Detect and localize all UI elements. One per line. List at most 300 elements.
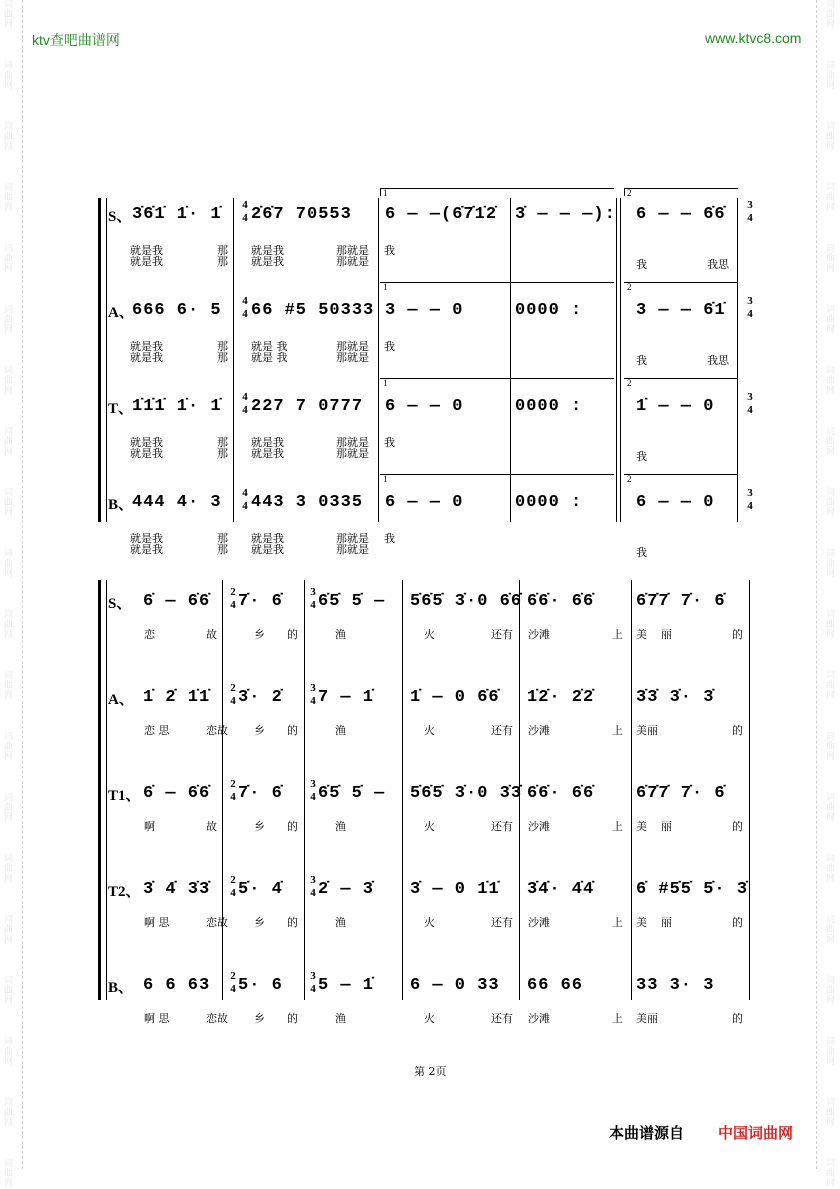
measure-notes: 2̇6̇7 70553: [251, 205, 352, 224]
lyric: 美: [636, 628, 647, 641]
watermark-char: 网: [826, 1179, 836, 1189]
lyric: 沙滩: [528, 820, 550, 833]
watermark-char: 词: [4, 122, 14, 132]
stave-label: T、: [108, 401, 134, 417]
watermark-char: 曲: [4, 986, 14, 996]
time-sig-bottom: 4: [747, 404, 753, 416]
watermark-char: 网: [4, 813, 14, 823]
time-sig-top: 2: [230, 586, 236, 598]
time-sig-bottom: 4: [230, 695, 236, 707]
lyric: 渔: [335, 916, 346, 929]
lyric: 的: [287, 916, 298, 929]
watermark-char: 网: [4, 874, 14, 884]
time-sig-top: 3: [310, 682, 316, 694]
watermark-char: 词: [4, 488, 14, 498]
time-sig-top: 2: [230, 778, 236, 790]
measure-notes: 6̇5̇ 5̇ —: [318, 592, 386, 611]
lyric-line1: 那就是: [336, 244, 369, 257]
watermark-char: 词: [4, 610, 14, 620]
watermark-char: 曲: [826, 742, 836, 752]
right-watermark: [826, 0, 840, 1189]
measure-notes: 2̇ — 3̇: [318, 880, 375, 899]
watermark-char: 词: [826, 854, 836, 864]
measure-notes: 6 — — 0: [636, 493, 715, 512]
measure-notes: 3 — — 0: [385, 301, 464, 320]
measure-notes: 1̇1̇1̇ 1̇· 1̇: [132, 397, 222, 416]
lyric-line1: 就是我: [130, 532, 163, 545]
lyric-volta2: 我: [636, 258, 647, 271]
watermark-char: 词: [826, 915, 836, 925]
watermark-char: 曲: [4, 437, 14, 447]
watermark-char: 词: [4, 1037, 14, 1047]
lyric: 上: [612, 724, 623, 737]
watermark-char: 词: [4, 671, 14, 681]
lyric: 丽: [661, 820, 672, 833]
watermark-char: 曲: [826, 437, 836, 447]
s1-volta-1-label: 1: [383, 188, 388, 198]
lyric: 啊 思: [144, 916, 170, 929]
watermark-char: 曲: [4, 803, 14, 813]
lyric: 渔: [335, 820, 346, 833]
header-right-site[interactable]: www.ktvc8.com: [705, 30, 802, 46]
watermark-char: 网: [826, 569, 836, 579]
lyric: 火: [424, 916, 435, 929]
measure-notes: 6̇ #5̇5̇ 5̇· 3̇: [636, 880, 749, 899]
lyric-line2: 那: [217, 447, 228, 460]
measure-notes: 3 — — 6̇1̇: [636, 301, 726, 320]
measure-notes: 1̇ 2̇ 1̇1̇: [143, 688, 211, 707]
lyric-volta2: 我: [636, 546, 647, 559]
measure-notes: 0000 :: [515, 301, 583, 320]
watermark-char: 词: [826, 1159, 836, 1169]
watermark-char: 词: [4, 1098, 14, 1108]
time-sig-top: 3: [310, 586, 316, 598]
measure-notes: 6̇6̇· 6̇6̇: [527, 784, 595, 803]
time-sig-bottom: 4: [242, 500, 248, 512]
time-sig-bottom: 4: [747, 500, 753, 512]
watermark-char: 网: [826, 691, 836, 701]
watermark-char: 词: [4, 793, 14, 803]
watermark-char: 词: [826, 61, 836, 71]
measure-notes: 5̇6̇5̇ 3̇·0 6̇6̇: [410, 592, 523, 611]
measure-notes: 6̇6̇· 6̇6̇: [527, 592, 595, 611]
watermark-char: 网: [4, 447, 14, 457]
time-sig-top: 4: [242, 487, 248, 499]
watermark-char: 曲: [826, 1047, 836, 1057]
measure-notes: 1̇ — — 0: [636, 397, 715, 416]
time-sig-bottom: 4: [310, 791, 316, 803]
lyric-line1: 我: [384, 340, 395, 353]
watermark-char: 网: [826, 325, 836, 335]
time-sig-top: 3: [310, 970, 316, 982]
lyric: 美: [636, 820, 647, 833]
watermark-char: 词: [4, 61, 14, 71]
s2-barline-3: [402, 580, 403, 1000]
measure-notes: 5 — 1̇: [318, 976, 375, 995]
time-sig-bottom: 4: [230, 791, 236, 803]
watermark-char: 曲: [826, 620, 836, 630]
lyric-line1: 那就是: [336, 436, 369, 449]
s1-volta-2-tick: [624, 188, 625, 196]
lyric: 的: [287, 820, 298, 833]
stave-label: A、: [108, 305, 134, 321]
stave-label: B、: [108, 497, 134, 513]
measure-notes: 7̇· 6̇: [238, 784, 283, 803]
time-sig-top: 2: [230, 970, 236, 982]
left-dashed-border: [22, 0, 23, 1169]
lyric: 上: [612, 916, 623, 929]
watermark-char: 网: [4, 1057, 14, 1067]
measure-notes: 7 — 1̇: [318, 688, 375, 707]
lyric-line2: 那: [217, 351, 228, 364]
watermark-char: 词: [4, 549, 14, 559]
s1-volta-2-label: 2: [627, 188, 632, 198]
watermark-char: 词: [4, 183, 14, 193]
time-sig-bottom: 4: [242, 404, 248, 416]
watermark-char: 词: [4, 732, 14, 742]
s1-volta-1-tick: [380, 188, 381, 196]
s1-volta-a-2: 2: [627, 282, 632, 292]
measure-notes: 5̇· 4̇: [238, 880, 283, 899]
lyric: 上: [612, 820, 623, 833]
watermark-char: 网: [4, 630, 14, 640]
lyric-line2: 就是我: [251, 255, 284, 268]
watermark-char: 曲: [4, 71, 14, 81]
watermark-char: 曲: [4, 925, 14, 935]
time-sig-bottom: 4: [310, 887, 316, 899]
watermark-char: 曲: [4, 193, 14, 203]
watermark-char: 曲: [4, 376, 14, 386]
lyric: 恋故: [206, 1012, 228, 1025]
watermark-char: 网: [826, 20, 836, 30]
measure-notes: 6 — — 0: [385, 397, 464, 416]
s1-volta-b-line-2: [624, 474, 738, 475]
watermark-char: 网: [826, 386, 836, 396]
watermark-char: 网: [4, 203, 14, 213]
lyric: 美: [636, 916, 647, 929]
lyric-line1: 那: [217, 436, 228, 449]
s1-barline-1: [233, 198, 234, 522]
s1-volta-t-line: [380, 378, 614, 379]
watermark-char: 网: [826, 264, 836, 274]
watermark-char: 词: [826, 122, 836, 132]
header-left-site[interactable]: ktv查吧曲谱网: [32, 32, 120, 48]
stave-label: S、: [108, 596, 132, 612]
watermark-char: 网: [826, 142, 836, 152]
lyric-line1: 我: [384, 436, 395, 449]
lyric-line1: 就是我: [251, 244, 284, 257]
watermark-char: 曲: [4, 132, 14, 142]
s2-barline-2: [304, 580, 305, 1000]
lyric-line1: 就是我: [251, 532, 284, 545]
lyric: 恋故: [206, 724, 228, 737]
watermark-char: 曲: [826, 559, 836, 569]
lyric: 的: [287, 724, 298, 737]
lyric: 的: [732, 628, 743, 641]
lyric: 上: [612, 1012, 623, 1025]
watermark-char: 网: [826, 203, 836, 213]
watermark-char: 网: [4, 325, 14, 335]
measure-notes: 6 — 0 33: [410, 976, 500, 995]
s1-barline-4b: [620, 198, 621, 522]
time-sig-bottom: 4: [230, 983, 236, 995]
lyric: 美丽: [636, 1012, 658, 1025]
measure-notes: 3̇ 4̇ 3̇3̇: [143, 880, 211, 899]
s1-volta-b-2: 2: [627, 474, 632, 484]
watermark-char: 网: [826, 81, 836, 91]
watermark-char: 曲: [4, 498, 14, 508]
lyric: 乡: [254, 628, 265, 641]
lyric: 火: [424, 820, 435, 833]
lyric: 还有: [491, 1012, 513, 1025]
time-sig-bottom: 4: [310, 695, 316, 707]
measure-notes: 0000 :: [515, 493, 583, 512]
measure-notes: 6̇ — 6̇6̇: [143, 784, 211, 803]
s1-volta-b-line: [380, 474, 614, 475]
time-sig-top: 2: [230, 682, 236, 694]
measure-notes: 6̇ — 6̇6̇: [143, 592, 211, 611]
lyric: 还有: [491, 724, 513, 737]
time-sig-bottom: 4: [230, 887, 236, 899]
measure-notes: 3̇ — 0 1̇1̇: [410, 880, 500, 899]
watermark-char: 曲: [826, 71, 836, 81]
right-dashed-border: [816, 0, 817, 1169]
lyric: 故: [206, 628, 217, 641]
watermark-char: 词: [826, 366, 836, 376]
watermark-char: 网: [4, 386, 14, 396]
watermark-char: 网: [826, 630, 836, 640]
watermark-char: 词: [826, 488, 836, 498]
watermark-char: 词: [826, 244, 836, 254]
measure-notes: 227 7 0777: [251, 397, 364, 416]
stave-label: A、: [108, 692, 134, 708]
page-number: 第 2页: [414, 1065, 447, 1078]
lyric-line2: 就是我: [251, 543, 284, 556]
measure-notes: 444 4· 3: [132, 493, 222, 512]
lyric-line2: 那就是: [336, 447, 369, 460]
watermark-char: 网: [4, 691, 14, 701]
system2-brace-line: [106, 580, 107, 1000]
watermark-char: 曲: [4, 254, 14, 264]
footer-site-link[interactable]: 中国词曲网: [718, 1124, 794, 1142]
lyric-line1: 我: [384, 532, 395, 545]
time-sig-top: 3: [747, 487, 753, 499]
watermark-char: 曲: [4, 1108, 14, 1118]
measure-notes: 6̇7̇7̇ 7̇· 6̇: [636, 592, 726, 611]
lyric: 乡: [254, 1012, 265, 1025]
time-sig-bottom: 4: [310, 599, 316, 611]
lyric: 的: [732, 724, 743, 737]
lyric-line2: 就是我: [130, 447, 163, 460]
time-sig-bottom: 4: [310, 983, 316, 995]
watermark-char: 曲: [826, 925, 836, 935]
watermark-char: 网: [4, 996, 14, 1006]
lyric: 乡: [254, 724, 265, 737]
lyric: 恋 思: [144, 724, 170, 737]
lyric-line1: 那: [217, 340, 228, 353]
watermark-char: 词: [4, 366, 14, 376]
lyric-volta2: 我: [636, 450, 647, 463]
watermark-char: 曲: [4, 315, 14, 325]
time-sig-bottom: 4: [242, 212, 248, 224]
s1-volta-t-2: 2: [627, 378, 632, 388]
watermark-char: 网: [4, 569, 14, 579]
s2-barline-6: [749, 580, 750, 1000]
lyric: 火: [424, 628, 435, 641]
watermark-char: 网: [4, 508, 14, 518]
watermark-char: 网: [826, 874, 836, 884]
watermark-char: 网: [4, 1118, 14, 1128]
watermark-char: 网: [826, 813, 836, 823]
lyric-line1: 就是我: [251, 436, 284, 449]
measure-notes: 6 — —(6̇7̇1̇2̇: [385, 205, 498, 224]
watermark-char: 词: [826, 976, 836, 986]
lyric-line2: 就是我: [130, 543, 163, 556]
watermark-char: 曲: [4, 620, 14, 630]
lyric: 上: [612, 628, 623, 641]
stave-label: S、: [108, 209, 132, 225]
watermark-char: 词: [826, 793, 836, 803]
s1-volta-a-line-2: [624, 282, 738, 283]
s1-barline-2: [378, 198, 379, 522]
lyric: 啊: [144, 820, 155, 833]
watermark-char: 曲: [4, 864, 14, 874]
time-sig-top: 4: [242, 199, 248, 211]
watermark-char: 曲: [826, 193, 836, 203]
time-sig-bottom: 4: [242, 308, 248, 320]
system1-brace-line: [106, 198, 107, 522]
measure-notes: 666 6· 5: [132, 301, 222, 320]
watermark-char: 词: [4, 305, 14, 315]
time-sig-bottom: 4: [747, 212, 753, 224]
watermark-char: 曲: [826, 498, 836, 508]
lyric: 火: [424, 1012, 435, 1025]
watermark-char: 网: [826, 508, 836, 518]
watermark-char: 曲: [826, 864, 836, 874]
measure-notes: 3̇6̇1̇ 1̇· 1̇: [132, 205, 222, 224]
watermark-char: 曲: [826, 803, 836, 813]
stave-label: B、: [108, 980, 134, 996]
lyric: 渔: [335, 628, 346, 641]
s2-barline-1: [222, 580, 223, 1000]
watermark-char: 曲: [826, 132, 836, 142]
system2-bracket: [98, 580, 101, 1000]
measure-notes: 0000 :: [515, 397, 583, 416]
watermark-char: 网: [826, 1057, 836, 1067]
s1-volta-a-line: [380, 282, 614, 283]
watermark-char: 曲: [826, 1169, 836, 1179]
lyric: 的: [732, 1012, 743, 1025]
watermark-char: 网: [826, 935, 836, 945]
watermark-char: 曲: [826, 315, 836, 325]
lyric: 沙滩: [528, 916, 550, 929]
watermark-char: 网: [826, 752, 836, 762]
lyric-line1: 那: [217, 244, 228, 257]
watermark-char: 词: [826, 305, 836, 315]
measure-notes: 66 66: [527, 976, 584, 995]
s1-volta-t-line-2: [624, 378, 738, 379]
lyric-line2: 就是我: [130, 351, 163, 364]
lyric: 渔: [335, 724, 346, 737]
lyric: 的: [287, 1012, 298, 1025]
watermark-char: 曲: [826, 1108, 836, 1118]
watermark-char: 词: [826, 0, 836, 10]
stave-label: T2、: [108, 884, 141, 900]
lyric-line2: 那: [217, 543, 228, 556]
s1-volta-2-line: [624, 188, 738, 189]
lyric: 啊 思: [144, 1012, 170, 1025]
time-sig-top: 3: [310, 874, 316, 886]
s1-barline-4: [616, 198, 617, 522]
s1-volta-t-1: 1: [383, 378, 388, 388]
measure-notes: 3̇4̇· 4̇4̇: [527, 880, 595, 899]
watermark-char: 曲: [4, 1047, 14, 1057]
lyric: 的: [732, 820, 743, 833]
watermark-char: 网: [826, 1118, 836, 1128]
watermark-char: 曲: [4, 742, 14, 752]
watermark-char: 词: [4, 1159, 14, 1169]
measure-notes: 33 3· 3: [636, 976, 715, 995]
watermark-char: 曲: [4, 681, 14, 691]
measure-notes: 3̇3̇ 3̇· 3̇: [636, 688, 715, 707]
lyric: 还有: [491, 916, 513, 929]
lyric: 恋: [144, 628, 155, 641]
measure-notes: 6 — — 0: [385, 493, 464, 512]
s1-volta-1-line: [380, 188, 614, 189]
lyric-line2: 就是我: [130, 255, 163, 268]
lyric: 渔: [335, 1012, 346, 1025]
time-sig-top: 4: [242, 295, 248, 307]
watermark-char: 网: [4, 264, 14, 274]
lyric-volta2: 我思: [707, 258, 729, 271]
lyric-line1: 就是我: [130, 244, 163, 257]
measure-notes: 5· 6: [238, 976, 283, 995]
lyric: 恋故: [206, 916, 228, 929]
measure-notes: 3̇· 2̇: [238, 688, 283, 707]
watermark-char: 网: [4, 935, 14, 945]
watermark-char: 词: [826, 1098, 836, 1108]
watermark-char: 词: [4, 427, 14, 437]
stave-label: T1、: [108, 788, 141, 804]
lyric-line1: 就是我: [130, 436, 163, 449]
lyric: 沙滩: [528, 628, 550, 641]
lyric-line2: 那就是: [336, 351, 369, 364]
watermark-char: 词: [826, 732, 836, 742]
watermark-char: 网: [4, 1179, 14, 1189]
watermark-char: 网: [826, 447, 836, 457]
footer-source-label: 本曲谱源自: [609, 1124, 685, 1142]
time-sig-top: 3: [747, 295, 753, 307]
watermark-char: 网: [4, 81, 14, 91]
lyric-line1: 那就是: [336, 340, 369, 353]
time-sig-top: 3: [747, 199, 753, 211]
watermark-char: 词: [826, 183, 836, 193]
lyric: 沙滩: [528, 724, 550, 737]
measure-notes: 6̇7̇7̇ 7̇· 6̇: [636, 784, 726, 803]
lyric: 丽: [661, 916, 672, 929]
s1-volta-a-1: 1: [383, 282, 388, 292]
lyric: 火: [424, 724, 435, 737]
s1-volta-b-1: 1: [383, 474, 388, 484]
measure-notes: 6 — — 6̇6̇: [636, 205, 726, 224]
watermark-char: 网: [4, 142, 14, 152]
left-watermark: [4, 0, 18, 1189]
lyric: 沙滩: [528, 1012, 550, 1025]
watermark-char: 曲: [4, 559, 14, 569]
watermark-char: 词: [4, 0, 14, 10]
lyric: 美丽: [636, 724, 658, 737]
measure-notes: 66 #5 50333: [251, 301, 375, 320]
